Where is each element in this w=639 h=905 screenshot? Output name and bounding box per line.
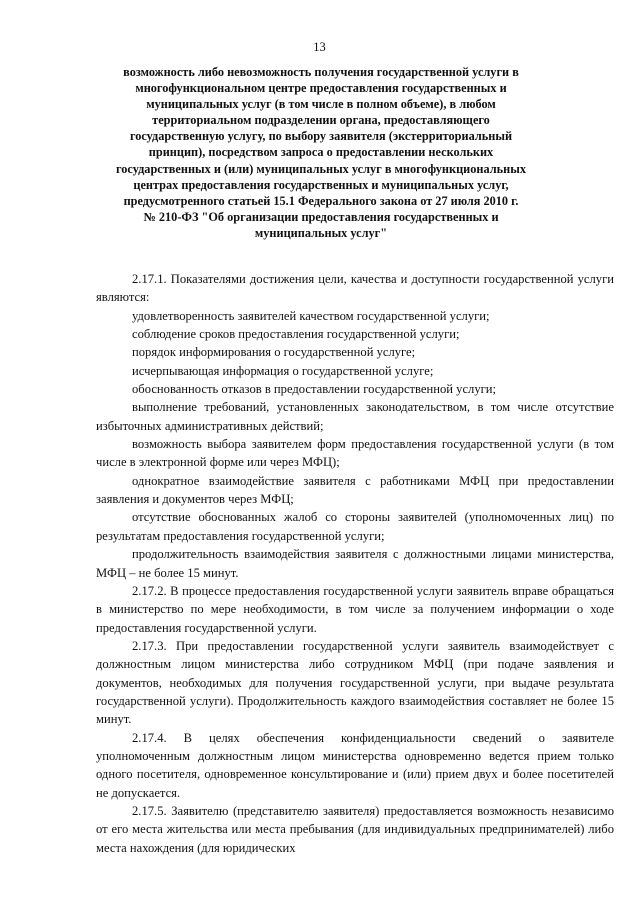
list-item: удовлетворенность заявителей качеством государственной услуги; <box>132 308 490 323</box>
heading-line: территориальном подразделении органа, предоставляющего <box>152 113 490 128</box>
list-item: отсутствие обоснованных жалоб со стороны заявителей (уполномоченных лиц) по результатам предоставления государственной услуги; <box>96 510 614 543</box>
list-item: продолжительность взаимодействия заявителя с должностными лицами министерства, МФЦ – не более 15 минут. <box>96 547 614 580</box>
heading-line: центрах предоставления государственных и муниципальных услуг, <box>133 177 509 192</box>
paragraph-2-17-2: 2.17.2. В процессе предоставления государственной услуги заявитель вправе обращаться в министерство по мере необходимости, в том числе за получением информации о ходе предоставления государственной услуги. <box>96 583 614 635</box>
paragraph-2-17-3: 2.17.3. При предоставлении государственной услуги заявитель взаимодействует с должностным лицом министерства либо сотрудником МФЦ (при подаче заявления и документов, необходимых для получения государственной услуги, при выдаче результата государственной услуги). Продолжительность каждого взаимодействия составляет не более 15 минут. <box>96 638 614 727</box>
heading-line: муниципальных услуг (в том числе в полном объеме), в любом <box>146 97 496 112</box>
list-item: возможность выбора заявителем форм предоставления государственной услуги (в том числе в электронной форме или через МФЦ); <box>96 437 614 470</box>
heading-line: многофункциональном центре предоставления государственных и <box>135 81 507 96</box>
heading-line: предусмотренного статьей 15.1 Федерального закона от 27 июля 2010 г. <box>123 193 519 208</box>
list-item: обоснованность отказов в предоставлении государственной услуги; <box>132 382 497 397</box>
list-item: однократное взаимодействие заявителя с работниками МФЦ при предоставлении заявления и документов через МФЦ; <box>96 473 614 507</box>
list-item: исчерпывающая информация о государственной услуге; <box>132 363 434 378</box>
heading-line: государственную услугу, по выбору заявителя (экстерриториальный <box>129 129 513 144</box>
paragraph-2-17-5: 2.17.5. Заявителю (представителю заявителя) предоставляется возможность независимо от его места жительства или места пребывания (для индивидуальных предпринимателей) либо места нахождения (для юридических <box>96 803 614 855</box>
list-item: выполнение требований, установленных законодательством, в том числе отсутствие избыточных административных действий; <box>96 400 614 433</box>
section-heading <box>98 64 544 241</box>
paragraph-2-17-4: 2.17.4. В целях обеспечения конфиденциальности сведений о заявителе уполномоченным должностным лицом министерства одновременно ведется прием только одного посетителя, одновременное консультирование и (или) прием двух и более посетителей не допускается. <box>96 730 614 800</box>
heading-line: муниципальных услуг" <box>254 225 388 240</box>
list-item: порядок информирования о государственной услуге; <box>132 345 416 360</box>
heading-line: принцип), посредством запроса о предоставлении нескольких <box>148 145 494 160</box>
heading-line: возможность либо невозможность получения государственной услуги в <box>123 65 519 79</box>
paragraph-2-17-1: 2.17.1. Показателями достижения цели, качества и доступности государственной услуги являются: <box>96 272 614 305</box>
body-text <box>96 270 614 857</box>
list-item: соблюдение сроков предоставления государственной услуги; <box>132 327 460 342</box>
heading-line: государственных и (или) муниципальных услуг в многофункциональных <box>115 161 526 176</box>
page-number: 13 <box>313 40 326 54</box>
heading-line: № 210-ФЗ "Об организации предоставления государственных и <box>143 209 499 224</box>
